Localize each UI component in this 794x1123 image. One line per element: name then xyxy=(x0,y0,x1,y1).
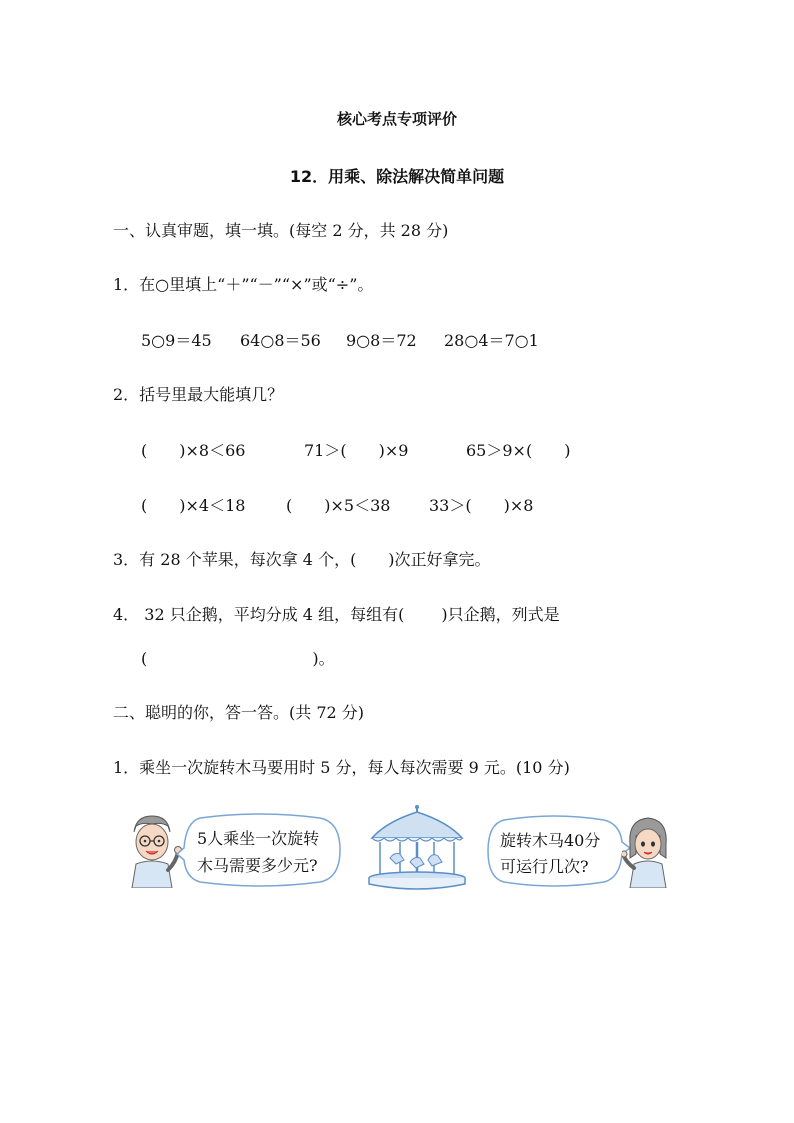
inequality-2: 71＞( )×9 xyxy=(304,441,409,460)
q4-line1: 4． 32 只企鹅，平均分成 4 组，每组有( )只企鹅，列式是 xyxy=(113,605,560,624)
equation-1: 5○9＝45 xyxy=(141,331,212,350)
inequality-1: ( )×8＜66 xyxy=(141,441,246,460)
inequality-4: ( )×4＜18 xyxy=(141,496,246,515)
speech-bubble-left xyxy=(176,812,344,888)
bubble-right-line1: 旋转木马40分 xyxy=(500,831,601,850)
section1-heading: 一、认真审题，填一填。(每空 2 分，共 28 分) xyxy=(113,221,449,240)
equation-3: 9○8＝72 xyxy=(346,331,417,350)
bubble-left-line1: 5人乘坐一次旋转 xyxy=(197,829,320,848)
page-title: 核心考点专项评价 xyxy=(336,110,457,128)
equation-2: 64○8＝56 xyxy=(240,331,321,350)
bubble-right-line2: 可运行几次? xyxy=(500,857,589,876)
inequality-6: 33＞( )×8 xyxy=(429,496,534,515)
section2-heading: 二、聪明的你，答一答。(共 72 分) xyxy=(113,703,365,722)
q4-line2: ( )。 xyxy=(141,649,335,668)
s2-q1-text: 1．乘坐一次旋转木马要用时 5 分，每人每次需要 9 元。(10 分) xyxy=(113,758,570,777)
q3-text: 3．有 28 个苹果，每次拿 4 个，( )次正好拿完。 xyxy=(113,550,491,569)
q2-text: 2．括号里最大能填几？ xyxy=(113,385,284,404)
q1-text: 1．在○里填上“＋”“－”“×”或“÷”。 xyxy=(113,275,374,294)
inequality-5: ( )×5＜38 xyxy=(286,496,391,515)
boy-illustration xyxy=(122,812,182,888)
inequality-3: 65＞9×( ) xyxy=(466,441,571,460)
equation-4: 28○4＝7○1 xyxy=(444,331,539,350)
carousel-icon xyxy=(366,804,468,890)
girl-illustration xyxy=(622,814,674,888)
section-subtitle: 12．用乘、除法解决简单问题 xyxy=(289,167,505,186)
bubble-left-line2: 木马需要多少元? xyxy=(197,856,318,875)
